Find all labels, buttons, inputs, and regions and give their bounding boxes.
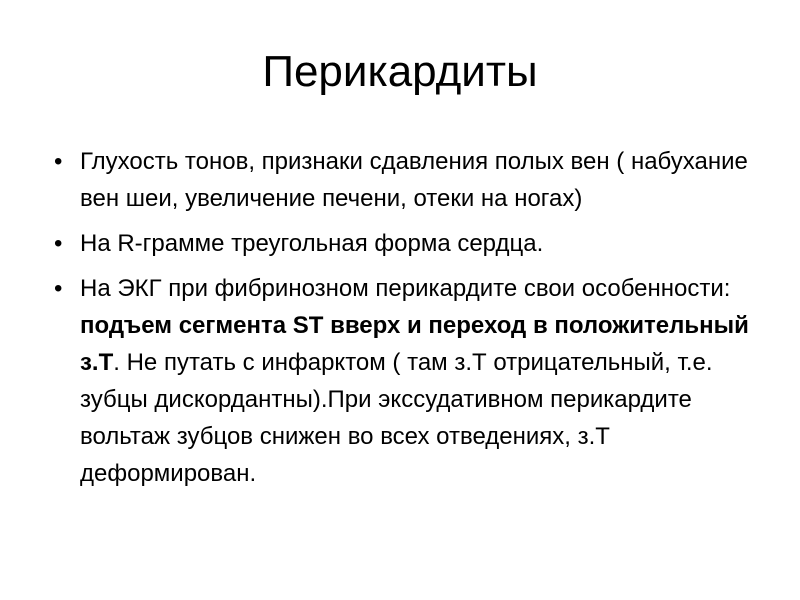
bullet-item-2 <box>44 225 764 262</box>
bullet-text: На R-грамме треугольная форма сердца. <box>80 230 544 257</box>
slide-title: Перикардиты <box>262 47 538 96</box>
bullet-text-bold: подъем сегмента ST вверх и переход в положительный з.Т <box>80 312 749 376</box>
bullet-icon: • <box>54 275 63 302</box>
bullet-list <box>44 143 764 500</box>
bullet-icon: • <box>54 148 63 175</box>
bullet-item-3 <box>44 270 764 492</box>
bullet-icon: • <box>54 230 63 257</box>
bullet-text-after: . Не путать с инфарктом ( там з.Т отрицательный, т.е. зубцы дискордантны).При экссудативном перикардите вольтаж зубцов снижен во всех отведениях, з.Т деформирован. <box>80 349 713 487</box>
bullet-text-before: На ЭКГ при фибринозном перикардите свои особенности: <box>80 275 731 302</box>
bullet-text: Глухость тонов, признаки сдавления полых вен ( набухание вен шеи, увеличение печени, отеки на ногах) <box>80 148 748 212</box>
bullet-item-1 <box>44 143 764 217</box>
